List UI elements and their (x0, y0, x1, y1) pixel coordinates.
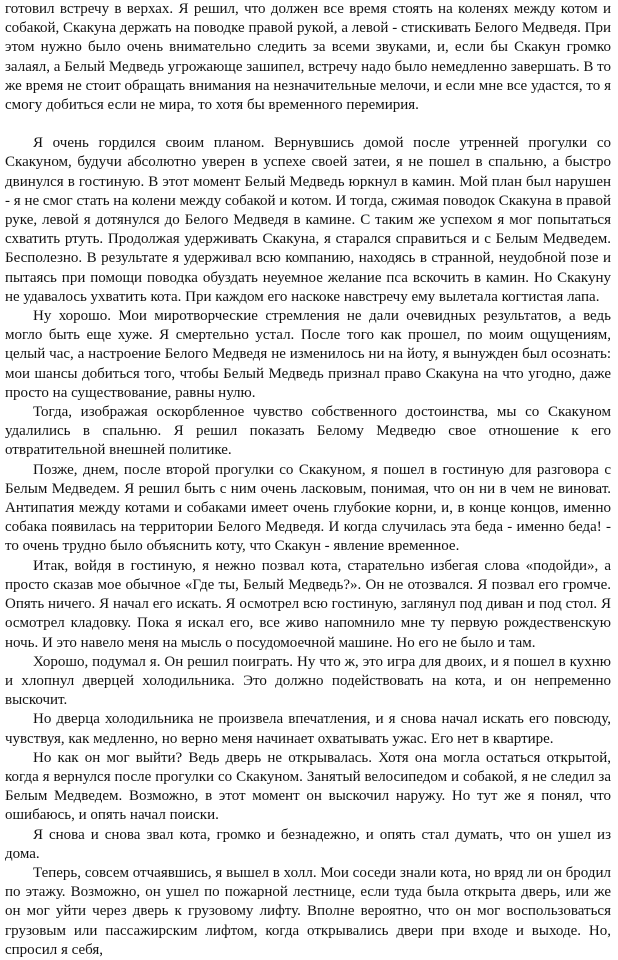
document-page (5, 0, 611, 960)
paragraph: Я снова и снова звал кота, громко и безнадежно, и опять стал думать, что он ушел из дома. (5, 826, 611, 862)
paragraph: Ну хорошо. Мои миротворческие стремления не дали очевидных результатов, а ведь могло быть еще хуже. Я смертельно устал. После того как прошел, по моим ощущениям, целый час, а настроение Белого Медведя не изменилось ни на йоту, я вынужден был осознать: мои шансы добиться того, чтобы Белый Медведь признал право Скакуна на что угодно, даже просто на существование, равны нулю. (5, 308, 611, 401)
paragraph: Итак, войдя в гостиную, я нежно позвал кота, старательно избегая слова «подойди», а просто сказав мое обычное «Где ты, Белый Медведь?». Он не отозвался. Я позвал его громче. Опять ничего. Я начал его искать. Я осмотрел всю гостиную, заглянул под диван и под стол. Я осмотрел кладовку. Пока я искал его, все живо напомнило мне ту первую рождественскую ночь. И это навело меня на мысль о посудомоечной машине. Но его не было и там. (5, 557, 611, 651)
paragraph: Но дверца холодильника не произвела впечатления, и я снова начал искать его повсюду, чувствуя, как медленно, но верно меня начинает охватывать ужас. Его нет в квартире. (5, 711, 611, 747)
paragraph: Хорошо, подумал я. Он решил поиграть. Ну что ж, это игра для двоих, и я пошел в кухню и хлопнул дверцей холодильника. Это должно подействовать на кота, и он непременно выскочит. (5, 653, 611, 709)
paragraph: готовил встречу в верхах. Я решил, что должен все время стоять на коленях между котом и собакой, Скакуна держать на поводке правой рукой, а левой - стискивать Белого Медведя. При этом нужно было очень внимательно следить за всеми звуками, и, если бы Скакун громко залаял, а Белый Медведь угрожающе зашипел, встречу надо было немедленно завершать. В то же время не стоит обращать внимания на незначительные мелочи, и если мне все удастся, то я смогу добиться если не мира, то хотя бы временного перемирия. (5, 1, 611, 114)
paragraph: Но как он мог выйти? Ведь дверь не открывалась. Хотя она могла остаться открытой, когда я вернулся после прогулки со Скакуном. Занятый велосипедом и собакой, я не следил за Белым Медведем. Возможно, в этот момент он выскочил наружу. Но тут же я понял, что ошибаюсь, и опять начал поиски. (5, 749, 611, 824)
paragraph: Тогда, изображая оскорбленное чувство собственного достоинства, мы со Скакуном удалились в спальню. Я решил показать Белому Медведю свое отношение к его отвратительной внешней политике. (5, 404, 611, 459)
paragraph: Я очень гордился своим планом. Вернувшись домой после утренней прогулки со Скакуном, будучи абсолютно уверен в успехе своей затеи, я не пошел в спальню, а быстро двинулся в гостиную. В этот момент Белый Медведь юркнул в камин. Мой план был нарушен - я не смог стать на колени между собакой и котом. И тогда, сжимая поводок Скакуна в правой руке, левой я дотянулся до Белого Медведя в камине. С таким же успехом я мог попытаться схватить ртуть. Продолжая удерживать Скакуна, я старался справиться и с Белым Медведем. Бесполезно. В результате я удерживал всю компанию, находясь в странной, неудобной позе и пытаясь при помощи поводка обуздать неуемное желание пса вскочить в камин. Но Скакуну не удавалось ухватить кота. При каждом его наскоке навстречу ему вылетала когтистая лапа. (5, 135, 611, 305)
paragraph: Теперь, совсем отчаявшись, я вышел в холл. Мои соседи знали кота, но вряд ли он бродил по этажу. Возможно, он ушел по пожарной лестнице, если туда была открыта дверь, или же он мог уйти через дверь к грузовому лифту. Вполне вероятно, что он мог воспользоваться грузовым или пассажирским лифтом, когда открывались двери при входе и выходе. Но, спросил я себя, (5, 864, 611, 958)
paragraph: Позже, днем, после второй прогулки со Скакуном, я пошел в гостиную для разговора с Белым Медведем. Я решил быть с ним очень ласковым, понимая, что он ни в чем не виноват. Антипатия между котами и собаками имеет очень глубокие корни, и, в конце концов, именно собака появилась на территории Белого Медведя. И когда случилась эта беда - именно беда! - то очень трудно было объяснить коту, что Скакун - явление временное. (5, 461, 611, 555)
